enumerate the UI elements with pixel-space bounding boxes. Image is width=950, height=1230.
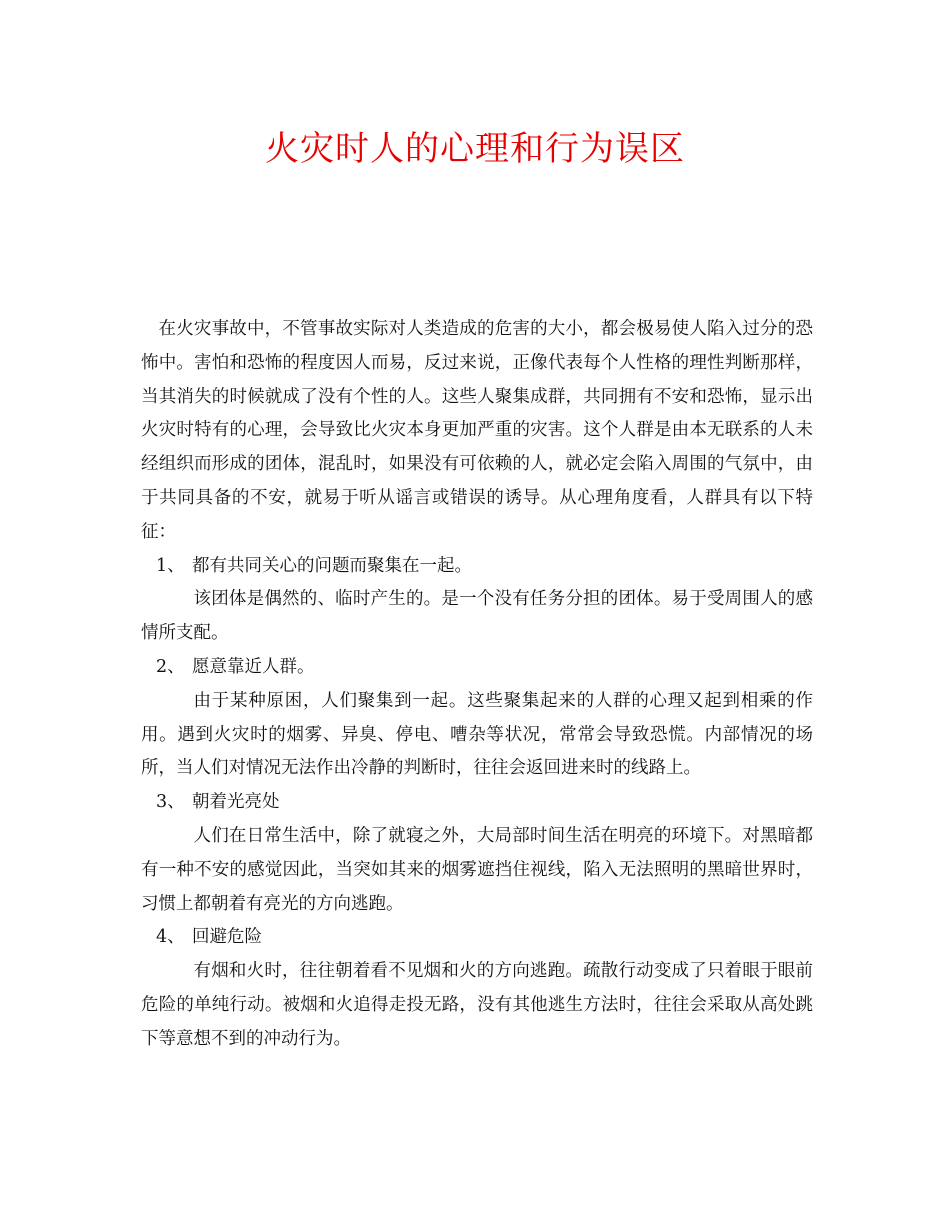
list-item-heading — [141, 786, 813, 820]
list-item-number: 2、 — [156, 656, 185, 677]
list-item-number: 3、 — [156, 792, 185, 813]
list-item-title: 朝着光亮处 — [192, 792, 280, 813]
list-item-paragraph: 人们在日常生活中，除了就寝之外，大局部时间生活在明亮的环境下。对黑暗都有一种不安的感觉因此，当突如其来的烟雾遮挡住视线，陷入无法照明的黑暗世界时，习惯上都朝着有亮光的方向逃跑。 — [141, 825, 813, 914]
list-item-paragraph: 由于某种原困，人们聚集到一起。这些聚集起来的人群的心理又起到相乘的作用。遇到火灾时的烟雾、异臭、停电、嘈杂等状况，常常会导致恐慌。内部情况的场所，当人们对情况无法作出冷静的判断时，往往会返回进来时的线路上。 — [141, 690, 813, 779]
list-item-paragraph: 有烟和火时，往往朝着看不见烟和火的方向逃跑。疏散行动变成了只着眼于眼前危险的单纯行动。被烟和火追得走投无路，没有其他逃生方法时，往往会采取从高处跳下等意想不到的冲动行为。 — [141, 961, 813, 1049]
list-item-heading — [141, 550, 813, 584]
intro-paragraph: 在火灾事故中，不管事故实际对人类造成的危害的大小，都会极易使人陷入过分的恐怖中。害怕和恐怖的程度因人而易，反过来说，正像代表每个人性格的理性判断那样，当其消失的时候就成了没有个性的人。这些人聚集成群，共同拥有不安和恐怖，显示出火灾时特有的心理，会导致比火灾本身更加严重的灾害。这个人群是由本无联系的人未经组织而形成的团体，混乱时，如果没有可依赖的人，就必定会陷入周围的气氛中，由于共同具备的不安，就易于听从谣言或错误的诱导。从心理角度看，人群具有以下特征： — [141, 319, 813, 542]
list-item-number: 1、 — [156, 555, 185, 576]
list-item-title: 愿意靠近人群。 — [192, 656, 315, 677]
document-body — [141, 313, 813, 1057]
list-item-heading — [141, 921, 813, 955]
list-item-number: 4、 — [156, 927, 185, 948]
list-item-heading — [141, 651, 813, 685]
list-item-title: 都有共同关心的问题而聚集在一起。 — [192, 555, 472, 576]
list-item-title: 回避危险 — [192, 927, 262, 948]
document-title: 火灾时人的心理和行为误区 — [265, 129, 685, 169]
list-item-paragraph: 该团体是偶然的、临时产生的。是一个没有任务分担的团体。易于受周围人的感情所支配。 — [141, 589, 813, 644]
